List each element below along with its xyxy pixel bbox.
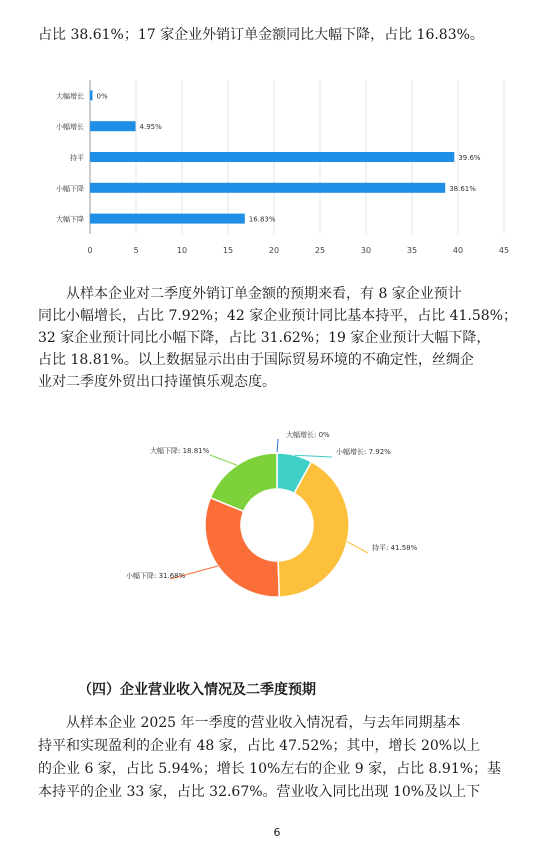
slice-label: 小幅增长: 7.92% [336,448,391,456]
text-line: 从样本企业 2025 年一季度的营业收入情况看，与去年同期基本 [66,715,461,731]
data-label: 0% [96,92,108,101]
data-label: 4.95% [139,123,162,132]
paragraph-top-line [38,24,520,46]
page-number: 6 [273,826,281,839]
text-line: 持平和实现盈利的企业有 48 家，占比 47.52%；其中，增长 20%以上 [38,738,481,754]
slice-label: 持平: 41.58% [372,544,418,552]
leader-line [347,542,368,553]
x-tick-label: 5 [133,246,139,255]
horizontal-bar-chart [34,74,514,264]
slice-label: 大幅下降: 18.81% [150,447,210,455]
category-label: 大幅增长 [56,92,84,101]
text-line: 32 家企业预计同比小幅下降，占比 31.62%；19 家企业预计大幅下降， [38,330,491,346]
bar [90,121,136,131]
data-label: 38.61% [449,184,476,193]
x-tick-label: 15 [222,246,234,255]
slice-label: 大幅增长: 0% [286,431,330,439]
donut-slice [210,453,277,511]
text-line: 本持平的企业 33 家，占比 32.67%。营业收入同比出现 10%及以上下 [38,784,481,800]
slice-label: 小幅下降: 31.68% [126,572,186,580]
bar [90,183,445,193]
category-label: 小幅增长 [56,123,84,132]
x-tick-label: 30 [360,246,372,255]
category-label: 持平 [70,154,84,162]
text-line: 占比 38.61%；17 家企业外销订单金额同比大幅下降，占比 16.83%。 [38,27,484,43]
bar [90,214,245,224]
x-tick-label: 0 [87,246,93,255]
text-line: 同比小幅增长，占比 7.92%；42 家企业预计同比基本持平，占比 41.58%； [38,308,518,324]
data-label: 39.6% [458,154,481,162]
bar [90,90,93,100]
leader-line [210,455,237,465]
category-label: 大幅下降 [56,215,84,224]
category-label: 小幅下降 [56,184,84,193]
donut-chart [110,420,440,610]
x-tick-label: 35 [406,246,418,255]
text-line: 的企业 6 家，占比 5.94%；增长 10%左右的企业 9 家，占比 8.91%；基 [38,761,502,777]
donut-slice [205,498,279,597]
x-tick-label: 10 [176,246,188,255]
bar [90,152,454,162]
text-line: 从样本企业对二季度外销订单金额的预期来看，有 8 家企业预计 [66,286,462,302]
x-tick-label: 25 [314,246,326,255]
leader-line [277,439,278,453]
paragraph-revenue [38,712,520,804]
x-tick-label: 40 [452,246,464,255]
data-label: 16.83% [248,215,276,224]
paragraph-second-quarter-expectation [38,283,520,393]
x-tick-label: 20 [268,246,280,255]
text-line: 占比 18.81%。以上数据显示出由于国际贸易环境的不确定性，丝绸企 [38,352,474,368]
section-heading: （四）企业营业收入情况及二季度预期 [78,682,316,698]
text-line: 业对二季度外贸出口持谨慎乐观态度。 [38,374,276,390]
x-tick-label: 45 [498,246,510,255]
